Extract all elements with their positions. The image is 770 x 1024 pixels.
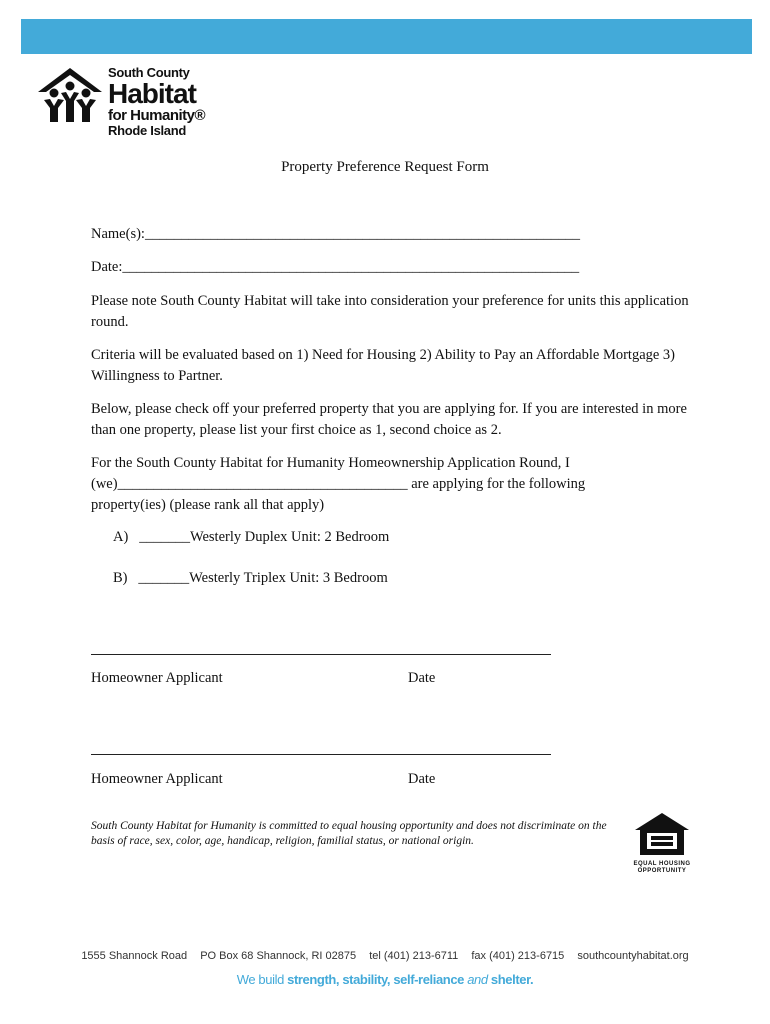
tagline-part-1: We build [236,972,288,987]
footer-tel: tel (401) 213-6711 [369,950,459,962]
logo-line-south-county: South County [108,65,190,80]
equal-housing-text-1: EQUAL HOUSING [633,861,691,867]
names-label: Name(s): [91,226,145,242]
footer-address [0,950,770,962]
option-a-rank-blank[interactable]: _______ [139,529,190,545]
habitat-logo [36,66,216,138]
option-a-row[interactable] [113,529,389,546]
option-a-label: Westerly Duplex Unit: 2 Bedroom [189,529,390,545]
logo-line-rhode-island: Rhode Island [108,123,187,138]
application-round-line-3: property(ies) (please rank all that apply) [91,497,325,513]
application-round-line-1: For the South County Habitat for Humanity Homeownership Application Round, I [91,455,570,471]
criteria-paragraph: Criteria will be evaluated based on 1) Need for Housing 2) Ability to Pay an Affordable Mortgage 3) Willingness to Partner. [91,347,676,384]
footer-street: 1555 Shannock Road [81,950,188,962]
logo-line-habitat: Habitat [108,78,196,109]
habitat-house-people-icon [36,66,104,124]
form-title: Property Preference Request Form [281,159,489,175]
equal-opportunity-disclaimer: South County Habitat for Humanity is committed to equal housing opportunity and does not discriminate on the basis of race, sex, color, age, handicap, religion, familial status, or national origin. [91,820,607,847]
equal-housing-house-icon [634,812,690,856]
tagline-part-3: and [467,972,488,987]
footer-website[interactable]: southcountyhabitat.org [577,950,689,962]
header-color-bar [21,19,752,54]
signature-2-label: Homeowner Applicant [91,771,223,787]
note-paragraph: Please note South County Habitat will take into consideration your preference for units this application round. [91,293,689,330]
logo-line-for-humanity: for Humanity® [108,107,206,124]
date-blank[interactable]: _______________________________________________________________ [122,259,580,275]
option-b-rank-blank[interactable]: _______ [138,570,190,586]
option-b-row[interactable] [113,570,388,587]
signature-1-date-label: Date [408,670,436,686]
date-field-row[interactable] [91,259,579,276]
footer-pobox: PO Box 68 Shannock, RI 02875 [200,950,357,962]
signature-2-date-label: Date [408,771,436,787]
equal-housing-logo [632,812,692,874]
footer-tagline [0,972,770,987]
option-b-label: Westerly Triplex Unit: 3 Bedroom [189,570,388,586]
names-blank[interactable]: ____________________________________________________________ [144,226,580,242]
signature-line-1[interactable] [91,654,551,655]
names-field-row[interactable] [91,226,580,243]
tagline-part-2: strength, stability, self-reliance [287,972,468,987]
signature-1-label: Homeowner Applicant [91,670,223,686]
footer-fax: fax (401) 213-6715 [471,950,565,962]
option-b-letter: B) [113,570,128,586]
signature-line-2[interactable] [91,754,551,755]
tagline-part-4: shelter. [487,972,534,987]
application-round-line-2[interactable]: (we)________________________________________ are applying for the following [91,476,586,492]
date-label: Date: [91,259,123,275]
instructions-paragraph: Below, please check off your preferred property that you are applying for. If you are interested in more than one property, please list your first choice as 1, second choice as 2. [91,401,687,438]
logo-wordmark [108,66,205,137]
option-a-letter: A) [113,529,129,545]
application-round-paragraph [91,453,691,516]
equal-housing-text-2: OPPORTUNITY [637,868,687,874]
